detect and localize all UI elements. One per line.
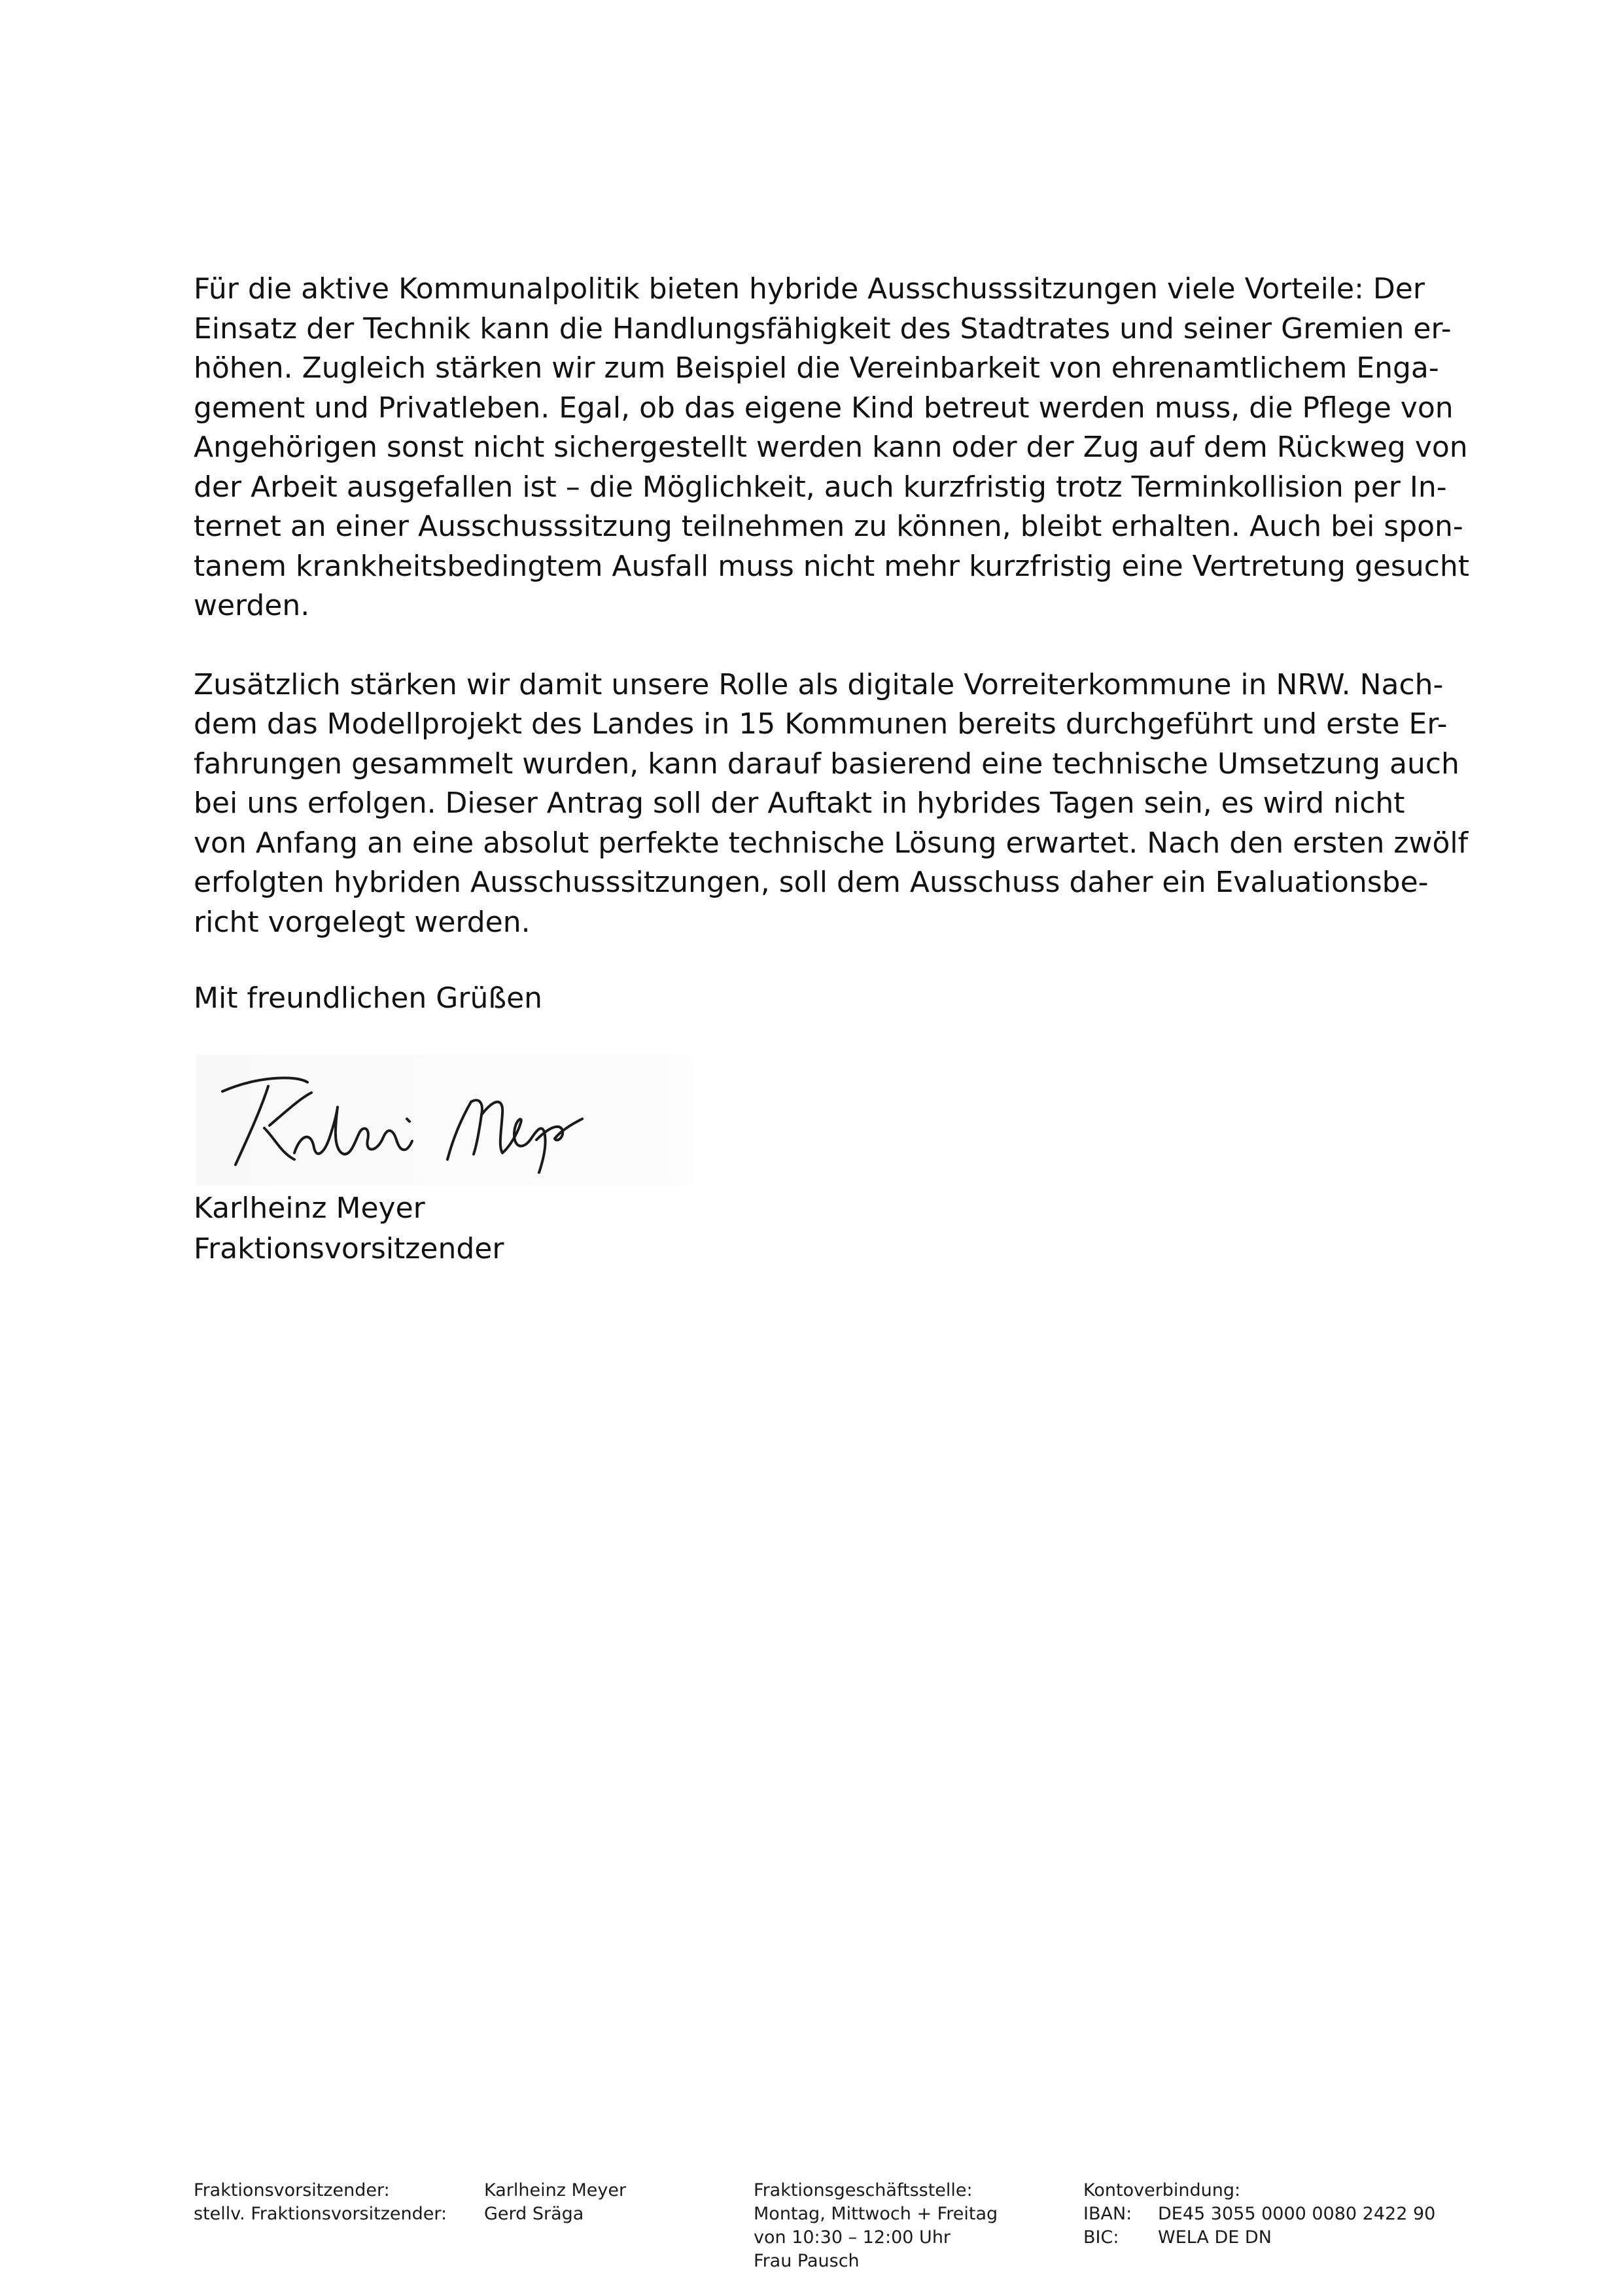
footer-bic-label: BIC: <box>1083 2227 1119 2248</box>
footer-office-contact: Frau Pausch <box>754 2251 860 2271</box>
footer-bic-value: WELA DE DN <box>1158 2227 1272 2248</box>
signature-image <box>196 1055 693 1186</box>
footer-bank-title: Kontoverbindung: <box>1083 2180 1241 2200</box>
footer-office-hours: von 10:30 – 12:00 Uhr <box>754 2227 951 2248</box>
paragraph-1: Für die aktive Kommunalpolitik bieten hybride Ausschusssitzungen viele Vorteile: Der Einsatz der Technik kann die Handlungsfähigkeit des Stadtrates und seiner Gremien er- höhen. Zugleich stärken wir zum Beispiel die Vereinbarkeit von ehrenamtlichem Enga- gement und Privatleben. Egal, ob das eigene Kind betreut werden muss, die Pflege von Angehörigen sonst nicht sichergestellt werden kann oder der Zug auf dem Rückweg von der Arbeit ausgefallen ist – die Möglichkeit, auch kurzfristig trotz Terminkollision per In- ternet an einer Ausschusssitzung teilnehmen zu können, bleibt erhalten. Auch bei spon- tanem krankheitsbedingtem Ausfall muss nicht mehr kurzfristig eine Vertretung gesucht werden. <box>194 272 1470 622</box>
footer-roles-column <box>194 2179 447 2226</box>
footer-role-chair: Fraktionsvorsitzender: <box>194 2180 390 2200</box>
signer-name: Karlheinz Meyer <box>194 1192 425 1225</box>
signer-block <box>194 1188 504 1269</box>
footer-name-deputy: Gerd Sräga <box>484 2204 584 2224</box>
footer-bank-column <box>1083 2179 1435 2250</box>
footer-bic-row <box>1083 2226 1435 2250</box>
footer-iban-label: IBAN: <box>1083 2204 1132 2224</box>
footer-office-column <box>754 2179 998 2273</box>
signer-role: Fraktionsvorsitzender <box>194 1232 504 1265</box>
footer-names-column <box>484 2179 626 2226</box>
letter-footer <box>0 2179 1623 2271</box>
closing-salutation: Mit freundlichen Grüßen <box>194 981 543 1015</box>
footer-office-days: Montag, Mittwoch + Freitag <box>754 2204 998 2224</box>
paragraph-2: Zusätzlich stärken wir damit unsere Rolle als digitale Vorreiterkommune in NRW. Nach- dem das Modellprojekt des Landes in 15 Kommunen bereits durchgeführt und erste Er- fahrungen gesammelt wurden, kann darauf basierend eine technische Umsetzung auch bei uns erfolgen. Dieser Antrag soll der Auftakt in hybrides Tagen sein, es wird nicht von Anfang an eine absolut perfekte technische Lösung erwartet. Nach den ersten zwölf erfolgten hybriden Ausschusssitzungen, soll dem Ausschuss daher ein Evaluationsbe- richt vorgelegt werden. <box>194 667 1469 939</box>
footer-iban-value: DE45 3055 0000 0080 2422 90 <box>1158 2204 1436 2224</box>
footer-office-title: Fraktionsgeschäftsstelle: <box>754 2180 973 2200</box>
footer-role-deputy: stellv. Fraktionsvorsitzender: <box>194 2204 447 2224</box>
footer-name-chair: Karlheinz Meyer <box>484 2180 627 2200</box>
footer-iban-row <box>1083 2202 1435 2226</box>
letter-body <box>194 270 1476 942</box>
